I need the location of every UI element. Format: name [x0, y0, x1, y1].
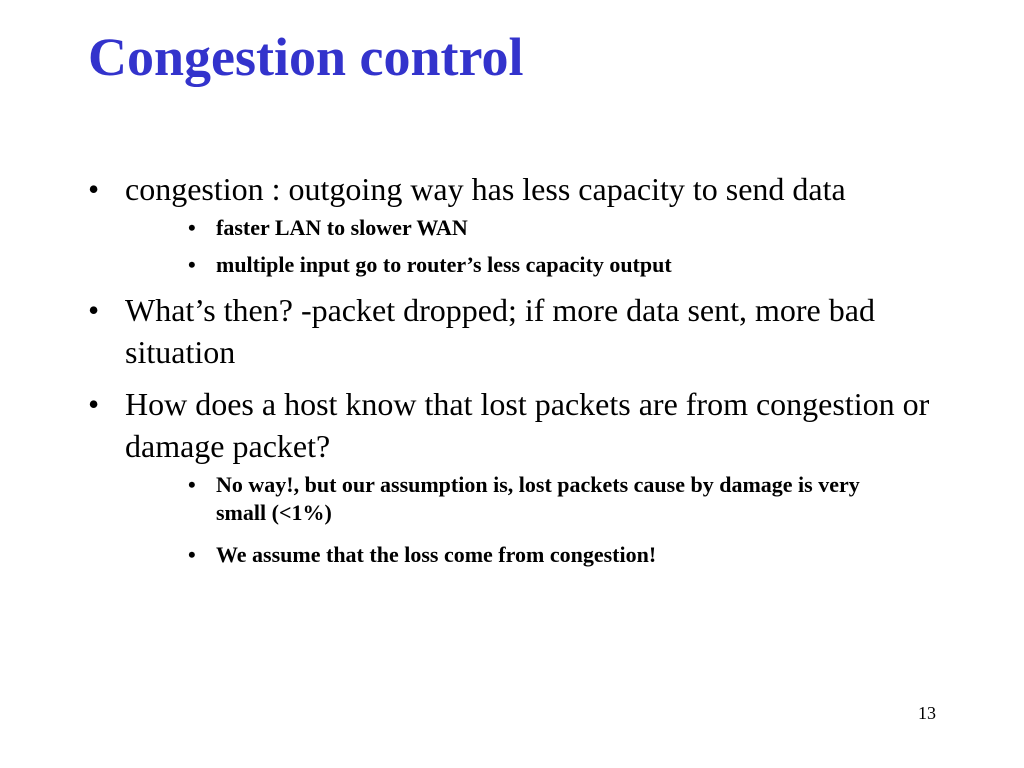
page-number: 13 — [918, 703, 936, 723]
bullet-marker: • — [88, 386, 100, 422]
bullet-item — [88, 383, 938, 467]
slide-title: Congestion control — [88, 27, 524, 87]
sub-bullet-item — [88, 251, 938, 279]
bullet-marker: • — [88, 171, 100, 207]
sub-bullet-list — [88, 471, 938, 569]
sub-bullet-marker: • — [188, 215, 196, 240]
sub-bullet-text: multiple input go to router’s less capacity output — [216, 252, 672, 277]
sub-bullet-marker: • — [188, 252, 196, 277]
bullet-item — [88, 168, 938, 210]
sub-bullet-list — [88, 214, 938, 279]
bullet-text: What’s then? -packet dropped; if more data sent, more bad situation — [125, 292, 875, 370]
sub-bullet-item — [88, 471, 938, 527]
sub-bullet-marker: • — [188, 472, 196, 497]
sub-bullet-item — [88, 214, 938, 242]
bullet-marker: • — [88, 292, 100, 328]
bullet-text: congestion : outgoing way has less capacity to send data — [125, 171, 846, 207]
sub-bullet-item — [88, 541, 938, 569]
bullet-text: How does a host know that lost packets are from congestion or damage packet? — [125, 386, 930, 464]
sub-bullet-marker: • — [188, 542, 196, 567]
sub-bullet-text: No way!, but our assumption is, lost packets cause by damage is very small (<1%) — [216, 472, 860, 525]
sub-bullet-text: We assume that the loss come from congestion! — [216, 542, 657, 567]
sub-bullet-text: faster LAN to slower WAN — [216, 215, 468, 240]
slide-body — [88, 168, 938, 578]
bullet-item — [88, 289, 938, 373]
